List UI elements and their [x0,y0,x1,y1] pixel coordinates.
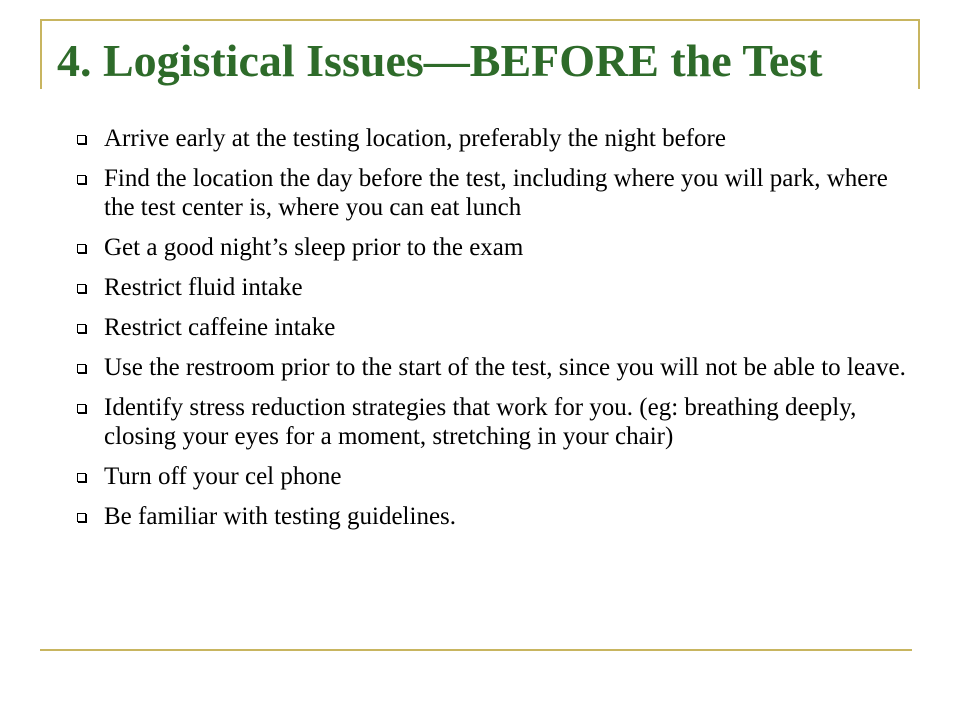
bullet-text: Identify stress reduction strategies that work for you. (eg: breathing deeply, closing your eyes for a moment, stretching in your chair) [104,394,857,450]
square-bullet-icon [77,135,86,144]
bullet-item [76,233,916,262]
bullet-text: Get a good night’s sleep prior to the exam [104,234,524,261]
bullet-item [76,273,916,302]
bullet-text: Be familiar with testing guidelines. [104,503,457,530]
bullet-text: Find the location the day before the test, including where you will park, where the test center is, where you can eat lunch [104,165,888,221]
square-bullet-icon [77,404,86,413]
frame-right-rule [918,19,920,89]
square-bullet-icon [77,513,86,522]
square-bullet-icon [77,364,86,373]
bullet-text: Use the restroom prior to the start of the test, since you will not be able to leave. [104,354,906,381]
square-bullet-icon [77,284,86,293]
bullet-item [76,313,916,342]
bullet-text: Restrict caffeine intake [104,314,336,341]
square-bullet-icon [77,473,86,482]
bullet-item [76,502,916,531]
square-bullet-icon [77,324,86,333]
frame-top-rule [40,19,920,21]
square-bullet-icon [77,175,86,184]
square-bullet-icon [77,244,86,253]
frame-left-rule [40,19,42,89]
bullet-text: Restrict fluid intake [104,274,303,301]
bullet-text: Arrive early at the testing location, preferably the night before [104,125,726,152]
bullet-text: Turn off your cel phone [104,463,342,490]
bullet-item [76,164,916,222]
bullet-item [76,393,916,451]
frame-bottom-rule [40,649,912,651]
bullet-item [76,462,916,491]
bullet-list [76,124,916,542]
slide-title: 4. Logistical Issues—BEFORE the Test [57,35,823,86]
bullet-item [76,124,916,153]
bullet-item [76,353,916,382]
